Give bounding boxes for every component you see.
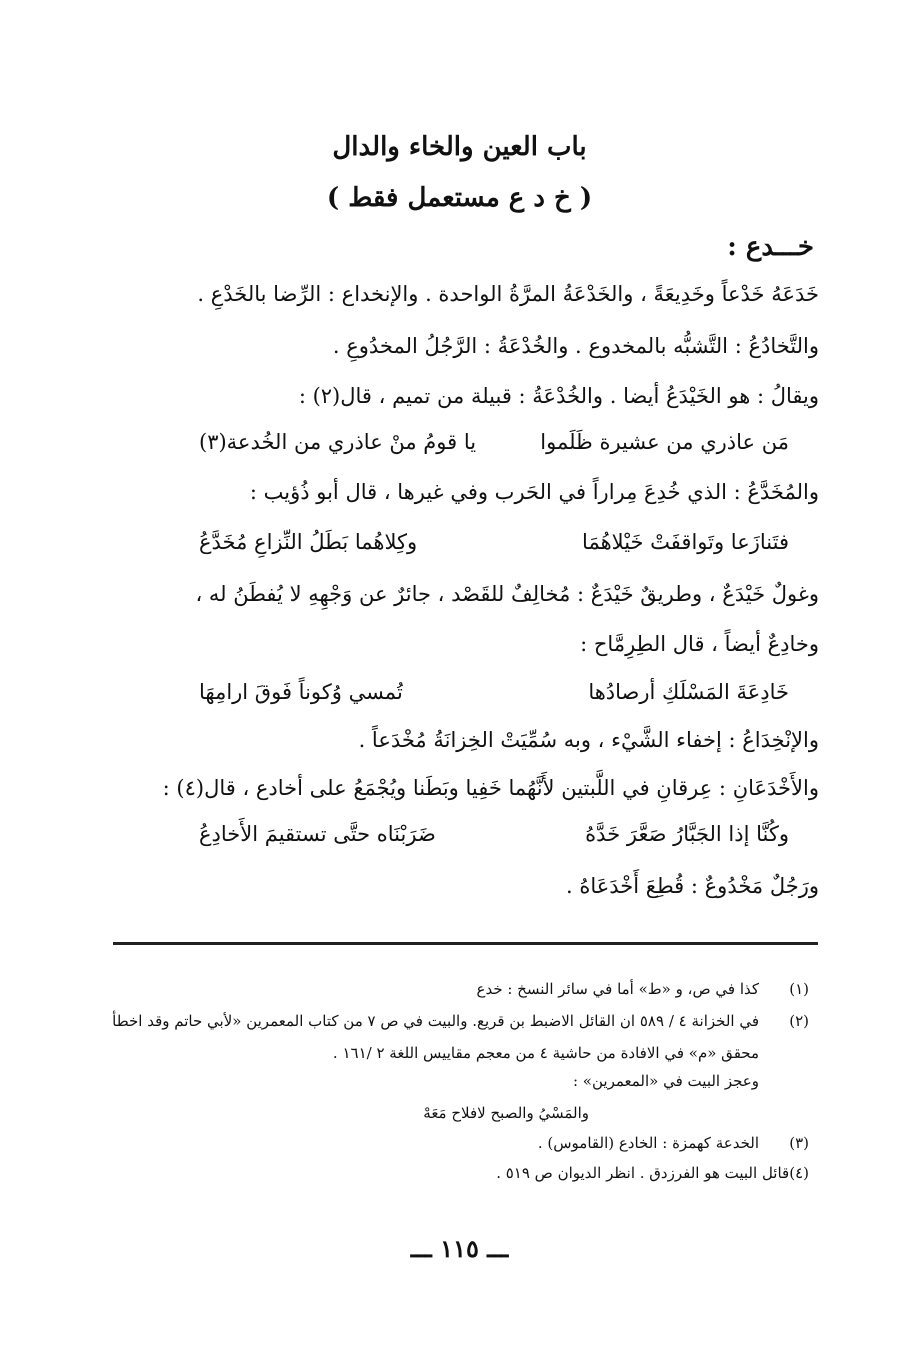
footnote-4: (٤)قائل البيت هو الفرزدق . انظر الديوان ص ٥١٩ . [496, 1164, 809, 1182]
verse-1-hemistich-1: مَن عاذري من عشيرة ظَلَموا [540, 430, 789, 454]
footnote-divider [113, 942, 818, 945]
footnote-1-number: (١) [789, 980, 809, 998]
text-line-4: والمُخَدَّعُ : الذي خُدِعَ مِراراً في الحَرب وفي غيرها ، قال أبو ذُؤيب : [249, 480, 819, 504]
footnote-1-text: كذا في ص، و «ط» أما في سائر النسخ : خدع [476, 980, 759, 998]
footnote-1 [109, 980, 809, 998]
chapter-subtitle: ( خ د ع مستعمل فقط ) [326, 183, 593, 213]
verse-4-hemistich-2: ضَرَبْنَاه حتَّى تستقيمَ الأَخادِعُ [199, 822, 436, 846]
verse-2-hemistich-1: فتَنازَعا وتَواقفَتْ خَيْلاهُمَا [582, 530, 789, 554]
footnote-3-text: الخدعة كهمزة : الخادع (القاموس) . [537, 1134, 759, 1152]
entry-headword: خـــدع : [727, 232, 814, 262]
footnote-2-line-2: محقق «م» في الافادة من حاشية ٤ من معجم مقاييس اللغة ٢ /١٦١ . [332, 1044, 759, 1062]
verse-2 [199, 530, 789, 554]
footnote-2-text: في الخزانة ٤ / ٥٨٩ ان القائل الاضبط بن قريع. والبيت في ص ٧ من كتاب المعمرين «لأبي حاتم وقد اخطأ [112, 1012, 759, 1030]
text-line-9: ورَجُلٌ مَخْدُوعٌ : قُطِعَ أَخْدَعَاهُ . [565, 874, 819, 898]
footnote-3 [109, 1134, 809, 1152]
footnote-2 [109, 1012, 809, 1030]
footnote-2-verse: والمَسْيُ والصبح لافلاح مَعَهْ [423, 1104, 589, 1122]
verse-1-hemistich-2: يا قومُ منْ عاذري من الخُدعة(٣) [199, 430, 477, 454]
text-line-5: وغولٌ خَيْدَعٌ ، وطريقٌ خَيْدَعٌ : مُخالِفٌ للقَصْد ، جائرٌ عن وَجْهِهِ لا يُفطَنُ له ، [195, 582, 819, 606]
verse-1 [199, 430, 789, 454]
verse-4 [199, 822, 789, 846]
text-line-3: ويقالُ : هو الخَيْدَعُ أيضا . والخُدْعَةُ : قبيلة من تميم ، قال(٢) : [298, 384, 819, 408]
text-line-8: والأَخْدَعَانِ : عِرقانِ في اللَّبتين لأَنَّهُما خَفِيا وبَطَنا ويُجْمَعُ على أخادع ، قال(٤) : [162, 776, 819, 800]
page-number: ـــ ١١٥ ـــ [410, 1234, 509, 1263]
text-line-1: خَدَعَهُ خَدْعاً وخَدِيعَةً ، والخَدْعَةُ المرَّةُ الواحدة . والإنخداع : الرِّضا بالخَدْعِ . [197, 282, 819, 306]
footnote-2-number: (٢) [789, 1012, 809, 1030]
verse-4-hemistich-1: وكُنَّا إذا الجَبَّارُ صَعَّرَ خَدَّهُ [585, 822, 789, 846]
verse-2-hemistich-2: وكِلاهُما بَطَلُ النِّزاعِ مُخَدَّعُ [199, 530, 418, 554]
text-line-2: والتَّخادُعُ : التَّشبُّه بالمخدوع . والخُدْعَةُ : الرَّجُلُ المخدُوعِ . [332, 334, 819, 358]
text-line-6: وخادِعٌ أيضاً ، قال الطِرِمَّاح : [580, 632, 819, 656]
footnote-2-line-3: وعجز البيت في «المعمرين» : [572, 1072, 759, 1090]
verse-3-hemistich-2: تُمسي وُكوناً فَوقَ ارامِهَا [199, 680, 403, 704]
verse-3-hemistich-1: خَادِعَةَ المَسْلَكِ أرصادُها [588, 680, 789, 704]
text-line-7: والإنْخِدَاعُ : إخفاء الشَّيْء ، وبه سُمِّيَتْ الخِزانَةُ مُخْدَعاً . [358, 728, 819, 752]
chapter-title: باب العين والخاء والدال [332, 132, 587, 162]
footnote-3-number: (٣) [789, 1134, 809, 1152]
verse-3 [199, 680, 789, 704]
